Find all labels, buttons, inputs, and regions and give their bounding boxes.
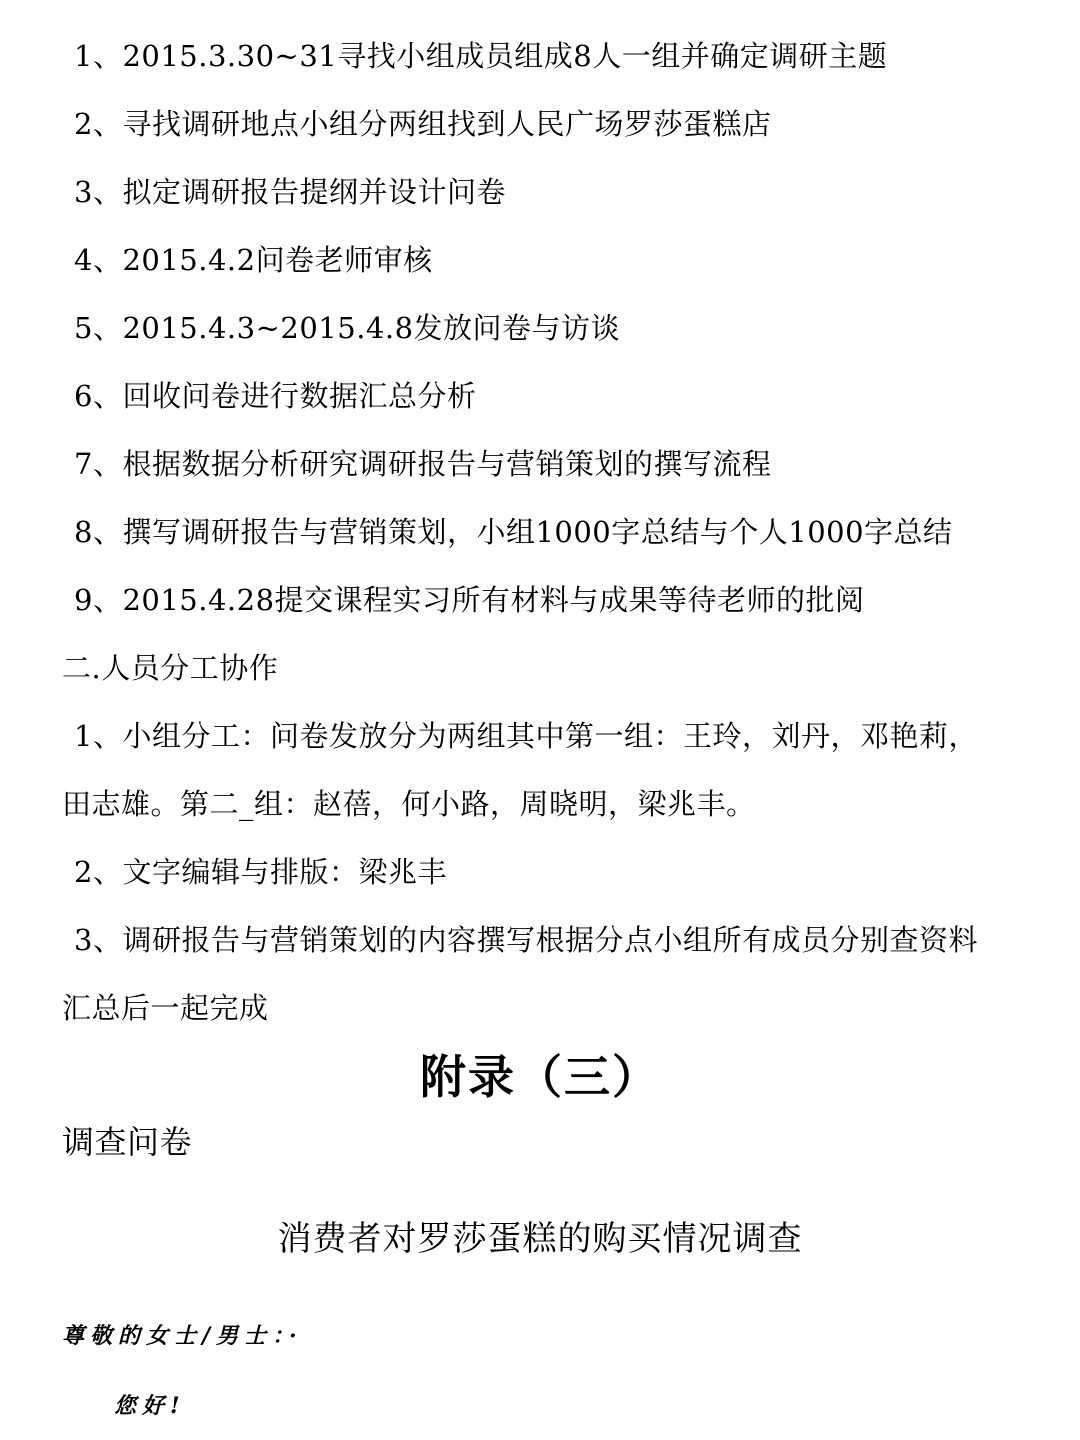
section-heading-staff-division: 二.人员分工协作: [62, 651, 279, 685]
survey-label: 调查问卷: [62, 1123, 193, 1161]
appendix-title: 附录（三）: [420, 1050, 660, 1104]
greeting-hello: 您好!: [114, 1393, 186, 1419]
step-5: 5、2015.4.3~2015.4.8发放问卷与访谈: [74, 311, 621, 345]
staff-item-1-line-2: 田志雄。第二_组：赵蓓，何小路，周晓明，梁兆丰。: [62, 787, 756, 821]
step-2: 2、寻找调研地点小组分两组找到人民广场罗莎蛋糕店: [74, 107, 772, 141]
step-9: 9、2015.4.28提交课程实习所有材料与成果等待老师的批阅: [74, 583, 865, 617]
staff-item-1-line-1: 1、小组分工：问卷发放分为两组其中第一组：王玲，刘丹，邓艳莉，: [74, 719, 978, 753]
step-3: 3、拟定调研报告提纲并设计问卷: [74, 175, 506, 209]
step-8: 8、撰写调研报告与营销策划，小组1000字总结与个人1000字总结: [74, 515, 953, 549]
survey-title: 消费者对罗莎蛋糕的购买情况调查: [277, 1219, 803, 1259]
staff-item-3-line-2: 汇总后一起完成: [62, 991, 269, 1025]
salutation: 尊敬的女士/男士：·: [62, 1323, 303, 1349]
staff-item-2: 2、文字编辑与排版：梁兆丰: [74, 855, 447, 889]
step-6: 6、回收问卷进行数据汇总分析: [74, 379, 477, 413]
step-7: 7、根据数据分析研究调研报告与营销策划的撰写流程: [74, 447, 772, 481]
step-4: 4、2015.4.2问卷老师审核: [74, 243, 433, 277]
staff-item-3-line-1: 3、调研报告与营销策划的内容撰写根据分点小组所有成员分别查资料: [74, 923, 978, 957]
step-1: 1、2015.3.30~31寻找小组成员组成8人一组并确定调研主题: [74, 39, 888, 73]
